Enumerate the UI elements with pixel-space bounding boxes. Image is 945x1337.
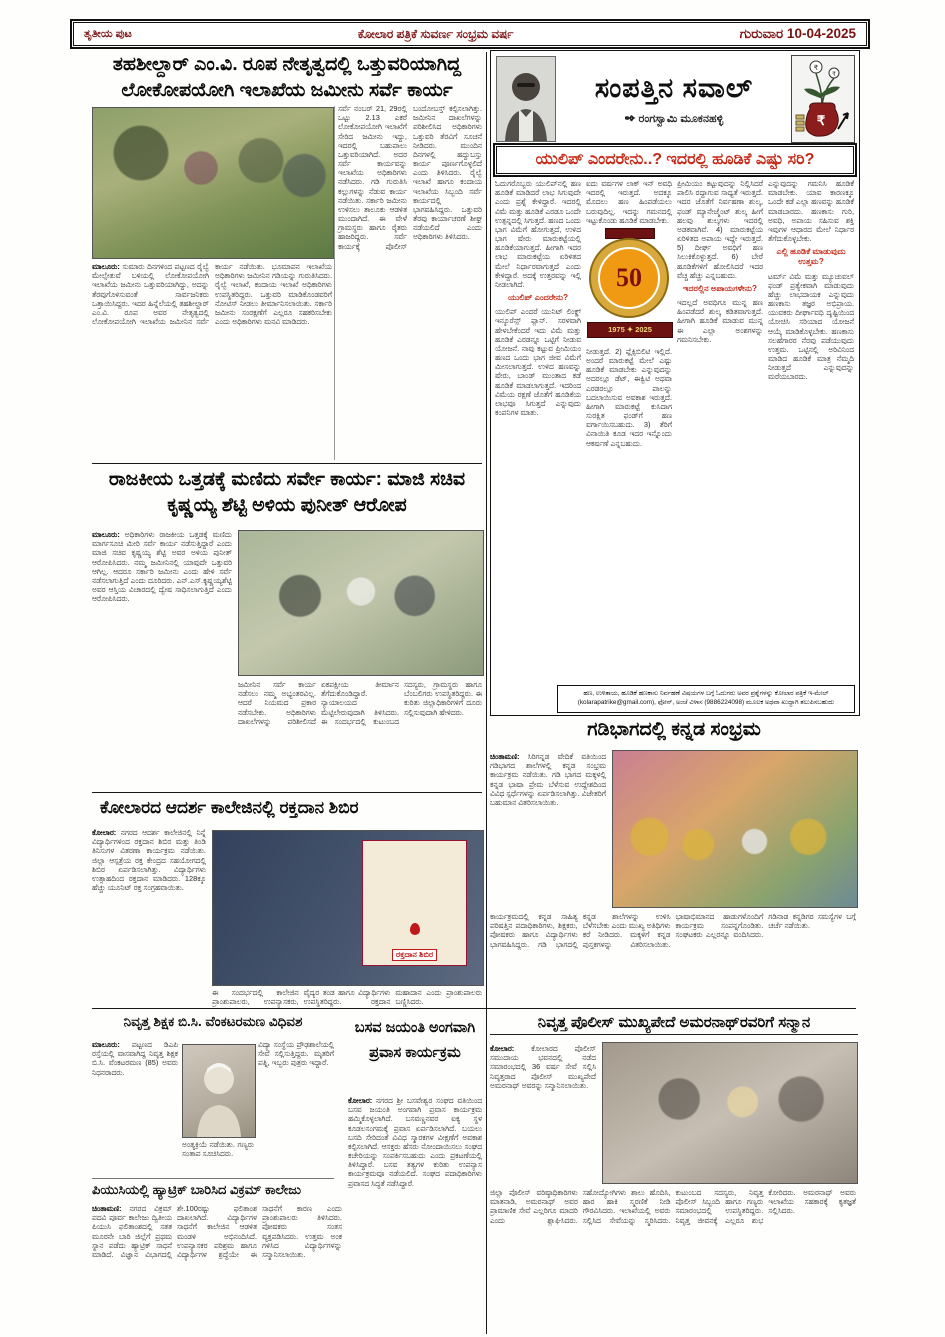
survey-body-bottom <box>92 262 332 460</box>
ulip-subhead-3: ಎಲ್ಲಿ ಹೂಡಿಕೆ ಮಾಡುವುದು ಉತ್ತಮ? <box>776 247 846 267</box>
svg-text:₹: ₹ <box>816 113 826 128</box>
author-name: ರಂಗಸ್ವಾಮಿ ಮೂಕನಹಳ್ಳಿ <box>638 113 724 125</box>
ulip-col3a: ಪ್ರೀಮಿಯಂ ಕಟ್ಟುವುದನ್ನು ನಿಲ್ಲಿಸಿದರೆ ಪಾಲಿಸಿ ರದ್ದಾಗುವ ಸಾಧ್ಯತೆ ಇರುತ್ತದೆ. ಇದರ ಜೊತೆಗೆ ನಿರ್ವಹಣಾ ಶುಲ್ಕ, ಫಂಡ್ ಮ್ಯಾನೇಜ್ಮೆಂಟ್ ಶುಲ್ಕ ಹೀಗೆ ಹಲವು ಶುಲ್ಕಗಳು ಇದರಲ್ಲಿ ಅಡಕವಾಗಿವೆ. 4) ಮಾರುಕಟ್ಟೆಯ ಏರಿಳಿತದ ಅಪಾಯ ಇದ್ದೇ ಇರುತ್ತದೆ. 5) ದೀರ್ಘ ಅವಧಿಗೆ ಹಣ ಸಿಲುಕಿಕೊಳ್ಳುತ್ತದೆ. 6) ಬೇರೆ ಹೂಡಿಕೆಗಳಿಗೆ ಹೋಲಿಸಿದರೆ ಇದರ ವೆಚ್ಚ ಹೆಚ್ಚು ಎನ್ನಬಹುದು. <box>677 179 763 280</box>
blood-headline: ಕೋಲಾರದ ಆದರ್ಶ ಕಾಲೇಜಿನಲ್ಲಿ ರಕ್ತದಾನ ಶಿಬಿರ <box>100 798 359 817</box>
ulip-headline: ಯುಲಿಪ್ ಎಂದರೇನು..? ಇದರಲ್ಲಿ ಹೂಡಿಕೆ ಎಷ್ಟು ಸರಿ? <box>535 151 815 168</box>
obit-body-mid <box>182 1140 254 1176</box>
ulip-col3 <box>677 179 763 685</box>
basava-body-text: ನಗರದ ಶ್ರೀ ಬಸವೇಶ್ವರ ಸಂಘದ ವತಿಯಿಂದ ಬಸವ ಜಯಂತಿ ಅಂಗವಾಗಿ ಪ್ರವಾಸ ಕಾರ್ಯಕ್ರಮ ಹಮ್ಮಿಕೊಳ್ಳಲಾಗಿದೆ. ಬಸವಣ್ಣನವರ ಐಕ್ಯ ಸ್ಥಳ ಕೂಡಲಸಂಗಮಕ್ಕೆ ಪ್ರವಾಸ ಏರ್ಪಡಿಸಲಾಗಿದೆ. ಬಯಲು ಬಸದಿ ಸೇರಿದಂತೆ ವಿವಿಧ ಸ್ಮಾರಕಗಳ ವೀಕ್ಷಣೆಗೆ ಅವಕಾಶ ಕಲ್ಪಿಸಲಾಗಿದೆ. ಆಸಕ್ತರು ಹೆಸರು ನೋಂದಾಯಿಸಲು ಸಂಘದ ಕಚೇರಿಯನ್ನು ಸಂಪರ್ಕಿಸಬಹುದು ಎಂದು ಪ್ರಕಟಣೆಯಲ್ಲಿ ತಿಳಿಸಿದ್ದಾರೆ. ಬಸವ ತತ್ವಗಳ ಕುರಿತು ಉಪನ್ಯಾಸ ಕಾರ್ಯಕ್ರಮವೂ ನಡೆಯಲಿದೆ. ಸಂಘದ ಪದಾಧಿಕಾರಿಗಳು ಪ್ರವಾಸದ ಸಿದ್ಧತೆ ನಡೆಸಿದ್ದಾರೆ. <box>348 1096 483 1188</box>
obit-portrait-photo <box>182 1044 256 1138</box>
jubilee-50: 50 <box>598 247 660 309</box>
ulip-col2 <box>586 179 672 685</box>
basava-dateline: ಕೋಲಾರ: <box>348 1096 373 1105</box>
pu-body-text: ನಗರದ ವಿಕ್ರಮ್ ಪದವಿ ಪೂರ್ವ ಕಾಲೇಜು ದ್ವಿತೀಯ ಪಿಯುಸಿ ಫಲಿತಾಂಶದಲ್ಲಿ ಸತತ ಮೂರನೇ ಬಾರಿ ಜಿಲ್ಲೆಗೆ ಪ್ರಥಮ ಸ್ಥಾನ ಪಡೆದು ಹ್ಯಾಟ್ರಿಕ್ ಸಾಧನೆ ಮಾಡಿದೆ. ವಿಜ್ಞಾನ ವಿಭಾಗದಲ್ಲಿ ಶೇ.100ರಷ್ಟು ಫಲಿತಾಂಶ ದಾಖಲಾಗಿದೆ. ವಿದ್ಯಾರ್ಥಿಗಳ ಸಾಧನೆಗೆ ಕಾಲೇಜಿನ ಆಡಳಿತ ಮಂಡಳಿ ಅಭಿನಂದಿಸಿದೆ. ಉಪನ್ಯಾಸಕರ ಪರಿಶ್ರಮ ಹಾಗೂ ವಿದ್ಯಾರ್ಥಿಗಳ ಶ್ರದ್ಧೆಯೇ ಈ ಸಾಧನೆಗೆ ಕಾರಣ ಎಂದು ಪ್ರಾಂಶುಪಾಲರು ತಿಳಿಸಿದರು. ಪೋಷಕರು ಸಂತಸ ವ್ಯಕ್ತಪಡಿಸಿದರು. ಉತ್ತಮ ಅಂಕ ಗಳಿಸಿದ ವಿದ್ಯಾರ್ಥಿಗಳನ್ನು ಸನ್ಮಾನಿಸಲಾಯಿತು. <box>92 1204 342 1259</box>
blood-body-left <box>92 828 206 1006</box>
ulip-subhead-1: ಯುಲಿಪ್ ಎಂದರೇನು? <box>507 293 569 303</box>
blood-body-bottom-text: ಈ ಸಂದರ್ಭದಲ್ಲಿ ಕಾಲೇಜಿನ ಪ್ರಾಂಶುಪಾಲರು, ಉಪನ್ಯಾಸಕರು, ವೈದ್ಯರ ತಂಡ ಹಾಗೂ ವಿದ್ಯಾರ್ಥಿಗಳು ಉಪಸ್ಥಿತರಿದ್ದರು. ರಕ್ತದಾನ ಮಹಾದಾನ ಎಂದು ಪ್ರಾಂಶುಪಾಲರು ಬಣ್ಣಿಸಿದರು. <box>212 988 482 1007</box>
blood-photo <box>212 830 484 986</box>
police-body-left-text: ಕೋಲಾರದ ಪೊಲೀಸ್ ಸಮುದಾಯ ಭವನದಲ್ಲಿ ನಡೆದ ಸಮಾರಂಭದಲ್ಲಿ 36 ವರ್ಷ ಸೇವೆ ಸಲ್ಲಿಸಿ ನಿವೃತ್ತರಾದ ಪೊಲೀಸ್ ಮುಖ್ಯಪೇದೆ ಅಮರನಾಥ್ ಅವರನ್ನು ಸನ್ಮಾನಿಸಲಾಯಿತು. <box>490 1044 596 1090</box>
section-rule <box>92 463 482 464</box>
puneeth-body-bottom-text: ಜಮೀನಿನ ಸರ್ವೆ ಕಾರ್ಯ ನಡೆಸಲು ನಮ್ಮ ಅಭ್ಯಂತರವಿಲ್ಲ. ಆದರೆ ನಿಯಮದ ಪ್ರಕಾರ ನಡೆಸಬೇಕು. ಅಧಿಕಾರಿಗಳು ದಾಖಲೆಗಳನ್ನು ಪರಿಶೀಲಿಸದೆ ಏಕಪಕ್ಷೀಯ ತೀರ್ಮಾನ ತೆಗೆದುಕೊಂಡಿದ್ದಾರೆ. ನ್ಯಾಯಾಲಯದ ಮೆಟ್ಟಿಲೇರುವುದಾಗಿ ತಿಳಿಸಿದರು. ಈ ಸಂದರ್ಭದಲ್ಲಿ ಕುಟುಂಬದ ಸದಸ್ಯರು, ಗ್ರಾಮಸ್ಥರು ಹಾಗೂ ಬೆಂಬಲಿಗರು ಉಪಸ್ಥಿತರಿದ್ದರು. ಈ ಕುರಿತು ಜಿಲ್ಲಾಧಿಕಾರಿಗಳಿಗೆ ದೂರು ಸಲ್ಲಿಸುವುದಾಗಿ ಹೇಳಿದರು. <box>238 680 482 726</box>
obit-dateline: ಮಾಲೂರು: <box>92 1040 120 1049</box>
kannada-body-left <box>490 752 606 908</box>
ulip-col2a: ಐದು ವರ್ಷಗಳ ಲಾಕ್ ಇನ್ ಅವಧಿ ಇದರಲ್ಲಿ ಇರುತ್ತದೆ. ಅದಕ್ಕೂ ಮೊದಲು ಹಣ ಹಿಂಪಡೆಯಲು ಬರುವುದಿಲ್ಲ. ಇದನ್ನು ಗಮನದಲ್ಲಿ ಇಟ್ಟುಕೊಂಡು ಹೂಡಿಕೆ ಮಾಡಬೇಕು. <box>586 179 672 225</box>
police-photo <box>602 1042 858 1184</box>
blood-camp-banner <box>362 840 467 966</box>
ulip-col1a: ಓದುಗರೊಬ್ಬರು ಯುಲಿಪ್‌ನಲ್ಲಿ ಹಣ ಹೂಡಿಕೆ ಮಾಡಿದರೆ ಲಾಭ ಸಿಗುವುದೇ ಎಂದು ಪ್ರಶ್ನೆ ಕೇಳಿದ್ದಾರೆ. ಇದರಲ್ಲಿ ವಿಮೆ ಮತ್ತು ಹೂಡಿಕೆ ಎರಡೂ ಒಂದೇ ಉತ್ಪನ್ನದಲ್ಲಿ ಸಿಗುತ್ತದೆ. ಹಣದ ಒಂದು ಭಾಗ ವಿಮೆಗೆ ಹೋಗುತ್ತದೆ, ಉಳಿದ ಭಾಗ ಷೇರು ಮಾರುಕಟ್ಟೆಯಲ್ಲಿ ಹೂಡಿಕೆಯಾಗುತ್ತದೆ. ಹೀಗಾಗಿ ಇದರ ಲಾಭ ಮಾರುಕಟ್ಟೆಯ ಏರಿಳಿತದ ಮೇಲೆ ನಿರ್ಧಾರವಾಗುತ್ತದೆ ಎಂದು ಕೇಳಿದ್ದಾರೆ. ಅದಕ್ಕೆ ಉತ್ತರವನ್ನು ಇಲ್ಲಿ ನೀಡಲಾಗಿದೆ. <box>495 179 581 289</box>
pen-icon: ✒ <box>624 113 636 125</box>
obit-body-right <box>258 1040 334 1176</box>
obit-headline: ನಿವೃತ್ತ ಶಿಕ್ಷಕ ಬಿ.ಸಿ. ವೆಂಕಟರಮಣ ವಿಧಿವಶ <box>123 1014 303 1029</box>
police-body-left <box>490 1044 596 1182</box>
ulip-col2b: ನೀಡುತ್ತದೆ. 2) ಫ್ಲೆಕ್ಸಿಬಿಲಿಟಿ ಇಲ್ಲಿದೆ. ಅಂದರೆ ಮಾರುಕಟ್ಟೆ ಮೇಲೆ ಎಷ್ಟು ಹೂಡಿಕೆ ಮಾಡಬೇಕು ಎನ್ನುವುದನ್ನು ಅದರಲ್ಲೂ ಡೆಟ್, ಈಕ್ವಿಟಿ ಅಥವಾ ಎರಡರಲ್ಲೂ ಪಾಲನ್ನು ಬದಲಾಯಿಸುವ ಅವಕಾಶ ಇರುತ್ತದೆ. ಹೀಗಾಗಿ ಮಾರುಕಟ್ಟೆ ಕುಸಿದಾಗ ಸುರಕ್ಷಿತ ಫಂಡ್‌ಗೆ ಹಣ ವರ್ಗಾಯಿಸಬಹುದು. 3) ತೆರಿಗೆ ವಿನಾಯಿತಿ ಕೂಡ ಇದರ ಇನ್ನೊಂದು ಆಕರ್ಷಣೆ ಎನ್ನಬಹುದು. <box>586 346 672 448</box>
svg-text:₹: ₹ <box>832 72 836 78</box>
ulip-subhead-2: ಇದರಲ್ಲಿನ ಅಪಾಯಗಳೇನು? <box>683 283 757 293</box>
survey-body-bottom-text: ಸುಮಾರು ದಿನಗಳಿಂದ ಪಟ್ಟಣದ ರೈಲ್ವೆ ಮೇಲ್ಸೇತುವೆ ಬಳಿಯಲ್ಲಿ ಲೋಕೋಪಯೋಗಿ ಇಲಾಖೆಯ ಜಮೀನು ಒತ್ತುವರಿಯಾಗಿದ್ದು, ಅದನ್ನು ತೆರವುಗೊಳಿಸುವಂತೆ ಸಾರ್ವಜನಿಕರು ಒತ್ತಾಯಿಸಿದ್ದರು. ಇದರ ಹಿನ್ನೆಲೆಯಲ್ಲಿ ತಹಶೀಲ್ದಾರ್ ಎಂ.ವಿ. ರೂಪ ಅವರ ನೇತೃತ್ವದಲ್ಲಿ ಲೋಕೋಪಯೋಗಿ ಇಲಾಖೆಯ ಜಮೀನಿನ ಸರ್ವೆ ಕಾರ್ಯ ನಡೆಯಿತು. ಭೂಮಾಪನ ಇಲಾಖೆಯ ಅಧಿಕಾರಿಗಳು ಜಮೀನಿನ ಗಡಿಯನ್ನು ಗುರುತಿಸಿದರು. ರೈಲ್ವೆ ಇಲಾಖೆ, ಕಂದಾಯ ಇಲಾಖೆ ಅಧಿಕಾರಿಗಳು ಉಪಸ್ಥಿತರಿದ್ದರು. ಒತ್ತುವರಿ ಮಾಡಿಕೊಂಡವರಿಗೆ ನೋಟಿಸ್ ನೀಡಲು ತೀರ್ಮಾನಿಸಲಾಯಿತು. ಸರ್ಕಾರಿ ಜಮೀನು ಸಂರಕ್ಷಣೆಗೆ ಎಲ್ಲರೂ ಸಹಕರಿಸಬೇಕು ಎಂದು ಅಧಿಕಾರಿಗಳು ಮನವಿ ಮಾಡಿದರು. <box>92 262 332 327</box>
column-title: ಸಂಪತ್ತಿನ ಸವಾಲ್ <box>594 73 754 103</box>
money-plant-icon <box>794 59 852 139</box>
kannada-headline: ಗಡಿಭಾಗದಲ್ಲಿ ಕನ್ನಡ ಸಂಭ್ರಮ <box>587 719 761 740</box>
banner-text: ರಕ್ತದಾನ ಶಿಬಿರ <box>392 949 437 961</box>
ulip-col1b: ಯುಲಿಪ್ ಎಂದರೆ ಯುನಿಟ್ ಲಿಂಕ್ಡ್ ಇನ್ಶೂರೆನ್ಸ್ ಪ್ಲಾನ್. ಸರಳವಾಗಿ ಹೇಳಬೇಕೆಂದರೆ ಇದು ವಿಮೆ ಮತ್ತು ಹೂಡಿಕೆ ಎರಡನ್ನೂ ಒಟ್ಟಿಗೆ ನೀಡುವ ಯೋಜನೆ. ನಾವು ಕಟ್ಟುವ ಪ್ರೀಮಿಯಂ ಹಣದ ಒಂದು ಭಾಗ ಜೀವ ವಿಮೆಗೆ ಮೀಸಲಾಗುತ್ತದೆ. ಉಳಿದ ಹಣವನ್ನು ಷೇರು, ಬಾಂಡ್ ಮುಂತಾದ ಕಡೆ ಹೂಡಿಕೆ ಮಾಡಲಾಗುತ್ತದೆ. ಇದರಿಂದ ವಿಮೆಯ ರಕ್ಷಣೆ ಜೊತೆಗೆ ಹೂಡಿಕೆಯ ಲಾಭವೂ ಸಿಗುತ್ತದೆ ಎನ್ನುವುದು ಕಂಪನಿಗಳ ಮಾತು. <box>495 307 581 418</box>
survey-photo <box>92 107 334 259</box>
svg-text:₹: ₹ <box>813 65 819 72</box>
survey-dateline: ಮಾಲೂರು: <box>92 262 120 271</box>
puneeth-body-left-text: ಅಧಿಕಾರಿಗಳು ರಾಜಕೀಯ ಒತ್ತಡಕ್ಕೆ ಮಣಿದು ಮಾರ್ಗಸೂಚಿ ಮೀರಿ ಸರ್ವೆ ಕಾರ್ಯ ನಡೆಸುತ್ತಿದ್ದಾರೆ ಎಂದು ಮಾಜಿ ಸಚಿವ ಕೃಷ್ಣಯ್ಯ ಶೆಟ್ಟಿ ಅವರ ಅಳಿಯ ಪುನೀತ್ ಆರೋಪಿಸಿದರು. ನಮ್ಮ ಜಮೀನಿನಲ್ಲಿ ಯಾವುದೇ ಒತ್ತುವರಿ ಆಗಿಲ್ಲ. ಆದರೂ ಸರ್ಕಾರಿ ಜಮೀನು ಎಂದು ಹೇಳಿ ಸರ್ವೆ ನಡೆಸಲಾಗುತ್ತಿದೆ ಎಂದು ದೂರಿದರು. ಎನ್.ಎಸ್.ಕೃಷ್ಣಯ್ಯಶೆಟ್ಟಿ ಅವರ ಆಸ್ತಿಯ ವಿಚಾರದಲ್ಲಿ ದ್ವೇಷ ಸಾಧಿಸಲಾಗುತ್ತಿದೆ ಎಂದು ಆರೋಪಿಸಿದರು. <box>92 530 232 604</box>
ulip-headline-box <box>493 143 857 177</box>
survey-body-right <box>338 104 482 462</box>
section-rule <box>92 1008 856 1009</box>
puneeth-body-bottom <box>238 680 482 790</box>
puneeth-photo <box>238 530 484 676</box>
blood-drop-icon <box>410 923 420 935</box>
obit-body-right-text: ವಿದ್ಯಾ ಸಂಸ್ಥೆಯ ಪ್ರೌಢಶಾಲೆಯಲ್ಲಿ ಸೇವೆ ಸಲ್ಲಿಸುತ್ತಿದ್ದರು. ಮೃತರಿಗೆ ಪತ್ನಿ, ಇಬ್ಬರು ಪುತ್ರರು ಇದ್ದಾರೆ. <box>258 1040 334 1068</box>
pu-dateline: ಚಿಂತಾಮಣಿ: <box>92 1204 122 1213</box>
survey-body-right-text: ಸರ್ವೆ ನಂಬರ್ 21, 29ರಲ್ಲಿ ಒಟ್ಟು 2.13 ಎಕರೆ ಲೋಕೋಪಯೋಗಿ ಇಲಾಖೆಗೆ ಸೇರಿದ ಜಮೀನು ಇದ್ದು, ಇದರಲ್ಲಿ ಬಹುಪಾಲು ಒತ್ತುವರಿಯಾಗಿದೆ. ಅದರ ಸರ್ವೆ ಕಾರ್ಯವನ್ನು ಇಲಾಖೆಯ ಅಧಿಕಾರಿಗಳು ನಡೆಸಿದರು. ಗಡಿ ಗುರುತಿಸಿ ಕಲ್ಲುಗಳನ್ನು ನೆಡುವ ಕಾರ್ಯ ನಡೆಯಿತು. ಸರ್ಕಾರಿ ಜಮೀನು ಉಳಿಸಲು ತಾಲೂಕು ಆಡಳಿತ ಮುಂದಾಗಿದೆ. ಈ ವೇಳೆ ಗ್ರಾಮಸ್ಥರು ಹಾಗೂ ರೈತರು ಹಾಜರಿದ್ದರು. ಸರ್ವೆ ಕಾರ್ಯಕ್ಕೆ ಪೊಲೀಸ್ ಬಂದೋಬಸ್ತ್ ಕಲ್ಪಿಸಲಾಗಿತ್ತು. ಜಮೀನಿನ ದಾಖಲೆಗಳನ್ನು ಪರಿಶೀಲಿಸಿದ ಅಧಿಕಾರಿಗಳು ಒತ್ತುವರಿ ತೆರವಿಗೆ ಸೂಚನೆ ನೀಡಿದರು. ಮುಂದಿನ ದಿನಗಳಲ್ಲಿ ಹದ್ದುಬಸ್ತು ಕಾರ್ಯ ಪೂರ್ಣಗೊಳ್ಳಲಿದೆ ಎಂದು ತಿಳಿಸಿದರು. ರೈಲ್ವೆ ಇಲಾಖೆ ಹಾಗೂ ಕಂದಾಯ ಇಲಾಖೆಯ ಸಿಬ್ಬಂದಿ ಸರ್ವೆ ಕಾರ್ಯದಲ್ಲಿ ಭಾಗವಹಿಸಿದ್ದರು. ಒತ್ತುವರಿ ತೆರವು ಕಾರ್ಯಾಚರಣೆ ಶೀಘ್ರ ನಡೆಯಲಿದೆ ಎಂದು ಅಧಿಕಾರಿಗಳು ತಿಳಿಸಿದರು. <box>338 104 482 251</box>
basava-body <box>348 1096 482 1332</box>
blood-dateline: ಕೋಲಾರ: <box>92 828 117 837</box>
date-label: ಗುರುವಾರ 10-04-2025 <box>739 26 856 41</box>
kannada-body-bottom-text: ಕಾರ್ಯಕ್ರಮದಲ್ಲಿ ಕನ್ನಡ ಸಾಹಿತ್ಯ ಪರಿಷತ್ತಿನ ಪದಾಧಿಕಾರಿಗಳು, ಶಿಕ್ಷಕರು, ಪೋಷಕರು ಹಾಗೂ ವಿದ್ಯಾರ್ಥಿಗಳು ಭಾಗವಹಿಸಿದ್ದರು. ಗಡಿ ಭಾಗದಲ್ಲಿ ಕನ್ನಡ ಶಾಲೆಗಳನ್ನು ಉಳಿಸಿ ಬೆಳೆಸಬೇಕು ಎಂದು ಮುಖ್ಯ ಅತಿಥಿಗಳು ಕರೆ ನೀಡಿದರು. ಮಕ್ಕಳಿಗೆ ಕನ್ನಡ ಪುಸ್ತಕಗಳನ್ನು ವಿತರಿಸಲಾಯಿತು. ಭಾಷಾಭಿಮಾನದ ಹಾಡುಗಳೊಂದಿಗೆ ಕಾರ್ಯಕ್ರಮ ಸಂಪನ್ನಗೊಂಡಿತು. ಸಂಘಟಕರು ಎಲ್ಲರನ್ನೂ ವಂದಿಸಿದರು. ಗಡಿನಾಡ ಕನ್ನಡಿಗರ ಸಮಸ್ಯೆಗಳ ಬಗ್ಗೆ ಚರ್ಚೆ ನಡೆಯಿತು. <box>490 912 856 949</box>
kannada-dateline: ಚಿಂತಾಮಣಿ: <box>490 752 520 761</box>
basava-headline: ಬಸವ ಜಯಂತಿ ಅಂಗವಾಗಿ ಪ್ರವಾಸ ಕಾರ್ಯಕ್ರಮ <box>354 1020 476 1061</box>
notice-line2: (kolarapatrike@gmail.com), ಫೋನ್, ಅಂಚೆ ವಿಳಾಸ (9886224098) ಮೂಲಕ ಅಥವಾ ಖುದ್ದಾಗಿ ತಲುಪಿಸಬಹುದು <box>577 699 835 706</box>
column-byline <box>561 113 787 126</box>
notice-line1: ಹಣ, ಉಳಿತಾಯ, ಹೂಡಿಕೆ ಹಣಕಾಸು ನಿರ್ವಹಣೆ ವಿಷಯಗಳ ಬಗ್ಗೆ ಓದುಗರು ಅವರ ಪ್ರಶ್ನೆಗಳನ್ನು ಕೋಲಾರ ಪತ್ರಿಕೆ ಇ-ಮೇಲ್ <box>583 690 829 698</box>
blood-body-bottom <box>212 988 482 1008</box>
kannada-body-bottom <box>490 912 856 1006</box>
pu-body <box>92 1204 342 1332</box>
jubilee-years: 1975 ✦ 2025 <box>587 322 673 338</box>
puneeth-dateline: ಮಾಲೂರು: <box>92 530 120 539</box>
puneeth-headline: ರಾಜಕೀಯ ಒತ್ತಡಕ್ಕೆ ಮಣಿದು ಸರ್ವೇ ಕಾರ್ಯ: ಮಾಜಿ ಸಚಿವ ಕೃಷ್ಣಯ್ಯ ಶೆಟ್ಟಿ ಅಳಿಯ ಪುನೀತ್ ಆರೋಪ <box>108 469 466 516</box>
police-body-bottom <box>490 1188 856 1332</box>
ulip-body <box>495 179 855 685</box>
column-divider <box>486 52 487 1334</box>
money-plant-illustration <box>791 55 855 143</box>
golden-jubilee-emblem <box>587 228 671 344</box>
obit-body-left-text: ಪಟ್ಟಣದ ಡಿಎಪಿ ರಸ್ತೆಯಲ್ಲಿ ವಾಸವಾಗಿದ್ದ ನಿವೃತ್ತ ಶಿಕ್ಷಕ ಬಿ.ಸಿ. ವೆಂಕಟರಮಣ (85) ಅವರು ನಿಧನರಾದರು. <box>92 1040 178 1077</box>
author-silhouette-icon <box>497 57 555 141</box>
ulip-col4a: ಎನ್ನುವುದನ್ನು ಗಮನಿಸಿ ಹೂಡಿಕೆ ಮಾಡಬೇಕು. ಯಾವ ಕಾರಣಕ್ಕೂ ಒಂದೇ ಕಡೆ ಎಲ್ಲಾ ಹಣವನ್ನು ಹೂಡಿಕೆ ಮಾಡಬಾರದು. ಹಣಕಾಸು ಗುರಿ, ಅವಧಿ, ಅಪಾಯ ಸಹಿಸುವ ಶಕ್ತಿ ಇವುಗಳ ಆಧಾರದ ಮೇಲೆ ನಿರ್ಧಾರ ತೆಗೆದುಕೊಳ್ಳಬೇಕು. <box>768 179 854 244</box>
inner-rule <box>334 106 335 460</box>
masthead-slogan: ಕೋಲಾರ ಪತ್ರಿಕೆ ಸುವರ್ಣ ಸಂಭ್ರಮ ವರ್ಷ <box>357 26 514 41</box>
survey-headline: ತಹಶೀಲ್ದಾರ್ ಎಂ.ವಿ. ರೂಪ ನೇತೃತ್ವದಲ್ಲಿ ಒತ್ತುವರಿಯಾಗಿದ್ದ ಲೋಕೋಪಯೋಗಿ ಇಲಾಖೆಯ ಜಮೀನು ಸರ್ವೆ ಕಾರ್ಯ <box>112 54 462 101</box>
section-rule <box>92 792 482 793</box>
author-photo <box>496 56 556 142</box>
sampattina-section <box>490 50 860 716</box>
masthead-bar <box>70 19 870 49</box>
kannada-photo <box>612 750 858 908</box>
ulip-col4b: ಟರ್ಮ್ ವಿಮೆ ಮತ್ತು ಮ್ಯೂಚುವಲ್ ಫಂಡ್ ಪ್ರತ್ಯೇಕವಾಗಿ ಮಾಡುವುದು ಹೆಚ್ಚು ಲಾಭದಾಯಕ ಎನ್ನುವುದು ಹಣಕಾಸು ತಜ್ಞರ ಅಭಿಪ್ರಾಯ. ಯುವಕರು ದೀರ್ಘಾವಧಿ ದೃಷ್ಟಿಯಿಂದ ಯೋಚಿಸಿ ಸರಿಯಾದ ಯೋಜನೆ ಆಯ್ಕೆ ಮಾಡಿಕೊಳ್ಳಬೇಕು. ಹಣಕಾಸು ಸಲಹೆಗಾರರ ನೆರವು ಪಡೆಯುವುದು ಉತ್ತಮ. ಒಟ್ಟಿನಲ್ಲಿ ಅರಿವಿನಿಂದ ಮಾಡಿದ ಹೂಡಿಕೆ ಮಾತ್ರ ನೆಮ್ಮದಿ ನೀಡುತ್ತದೆ ಎನ್ನುವುದನ್ನು ಮರೆಯಬಾರದು. <box>768 271 854 382</box>
elder-portrait-icon <box>183 1045 255 1137</box>
ulip-col3b: ಇದಲ್ಲದೆ ಅವಧಿಗೂ ಮುನ್ನ ಹಣ ಹಿಂಪಡೆದರೆ ಶುಲ್ಕ ಕಡಿತವಾಗುತ್ತದೆ. ಹೀಗಾಗಿ ಹೂಡಿಕೆ ಮಾಡುವ ಮುನ್ನ ಈ ಎಲ್ಲಾ ಅಂಶಗಳನ್ನು ಗಮನಿಸಬೇಕು. <box>677 298 763 344</box>
ulip-col1 <box>495 179 581 685</box>
kannada-body-left-text: ಸಿರಿಗನ್ನಡ ವೇದಿಕೆ ವತಿಯಿಂದ ಗಡಿಭಾಗದ ಶಾಲೆಗಳಲ್ಲಿ ಕನ್ನಡ ಸಂಭ್ರಮ ಕಾರ್ಯಕ್ರಮ ನಡೆಯಿತು. ಗಡಿ ಭಾಗದ ಮಕ್ಕಳಲ್ಲಿ ಕನ್ನಡ ಭಾಷಾ ಪ್ರೇಮ ಬೆಳೆಸುವ ಉದ್ದೇಶದಿಂದ ವಿವಿಧ ಸ್ಪರ್ಧೆಗಳನ್ನು ಏರ್ಪಡಿಸಲಾಗಿತ್ತು. ವಿಜೇತರಿಗೆ ಬಹುಮಾನ ವಿತರಿಸಲಾಯಿತು. <box>490 752 606 807</box>
blood-body-left-text: ನಗರದ ಆದರ್ಶ ಕಾಲೇಜಿನಲ್ಲಿ ನಿನ್ನೆ ವಿದ್ಯಾರ್ಥಿಗಳಿಂದ ರಕ್ತದಾನ ಶಿಬಿರ ಮತ್ತು ತಿಂಡಿ ತಿನಿಸುಗಳ ವಿತರಣಾ ಕಾರ್ಯಕ್ರಮ ನಡೆಯಿತು. ಜಿಲ್ಲಾ ಆಸ್ಪತ್ರೆಯ ರಕ್ತ ಕೇಂದ್ರದ ಸಹಯೋಗದಲ್ಲಿ ಶಿಬಿರ ಏರ್ಪಡಿಸಲಾಗಿತ್ತು. ವಿದ್ಯಾರ್ಥಿಗಳು ಉತ್ಸಾಹದಿಂದ ರಕ್ತದಾನ ಮಾಡಿದರು. 128ಕ್ಕೂ ಹೆಚ್ಚು ಯೂನಿಟ್ ರಕ್ತ ಸಂಗ್ರಹವಾಯಿತು. <box>92 828 206 893</box>
reader-notice-box <box>557 685 855 713</box>
obit-body-left <box>92 1040 178 1176</box>
ulip-col4 <box>768 179 854 685</box>
police-headline: ನಿವೃತ್ತ ಪೊಲೀಸ್ ಮುಖ್ಯಪೇದೆ ಅಮರನಾಥ್‌ರವರಿಗೆ ಸನ್ಮಾನ <box>490 1014 858 1035</box>
section-rule <box>92 1178 334 1179</box>
police-dateline: ಕೋಲಾರ: <box>490 1044 515 1053</box>
obit-body-mid-text: ಅಂತ್ಯಕ್ರಿಯೆ ನಡೆಯಿತು. ಗಣ್ಯರು ಸಂತಾಪ ಸೂಚಿಸಿದರು. <box>182 1140 254 1159</box>
pu-headline: ಪಿಯುಸಿಯಲ್ಲಿ ಹ್ಯಾಟ್ರಿಕ್ ಬಾರಿಸಿದ ವಿಕ್ರಮ್ ಕಾಲೇಜು <box>92 1182 301 1197</box>
police-body-bottom-text: ಜಿಲ್ಲಾ ಪೊಲೀಸ್ ವರಿಷ್ಠಾಧಿಕಾರಿಗಳು ಮಾತನಾಡಿ, ಅಮರನಾಥ್ ಅವರ ಪ್ರಾಮಾಣಿಕ ಸೇವೆ ಎಲ್ಲರಿಗೂ ಮಾದರಿ ಎಂದು ಶ್ಲಾಘಿಸಿದರು. ಸಹೋದ್ಯೋಗಿಗಳು ಶಾಲು ಹೊದಿಸಿ, ಹಾರ ಹಾಕಿ ಸ್ಮರಣಿಕೆ ನೀಡಿ ಗೌರವಿಸಿದರು. ಇಲಾಖೆಯಲ್ಲಿ ಅವರು ಸಲ್ಲಿಸಿದ ಸೇವೆಯನ್ನು ಸ್ಮರಿಸಿದರು. ಕುಟುಂಬದ ಸದಸ್ಯರು, ನಿವೃತ್ತ ಪೊಲೀಸ್ ಸಿಬ್ಬಂದಿ ಹಾಗೂ ಗಣ್ಯರು ಸಮಾರಂಭದಲ್ಲಿ ಉಪಸ್ಥಿತರಿದ್ದರು. ನಿವೃತ್ತ ಜೀವನಕ್ಕೆ ಎಲ್ಲರೂ ಶುಭ ಕೋರಿದರು. ಅಮರನಾಥ್ ಅವರು ಇಲಾಖೆಯ ಸಹಕಾರಕ್ಕೆ ಕೃತಜ್ಞತೆ ಸಲ್ಲಿಸಿದರು. <box>490 1188 856 1225</box>
puneeth-body-left <box>92 530 232 790</box>
page-label: ತೃತೀಯ ಪುಟ <box>84 27 132 40</box>
